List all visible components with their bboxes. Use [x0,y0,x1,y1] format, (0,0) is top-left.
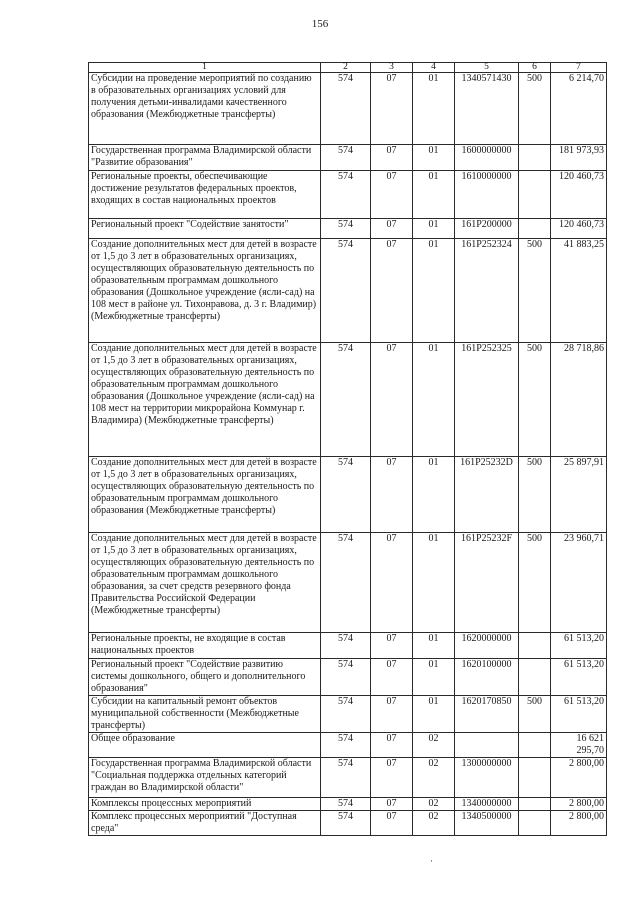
subsection-cell: 02 [413,798,455,811]
table-row [89,457,607,533]
row-name-cell: Создание дополнительных мест для детей в возрасте от 1,5 до 3 лет в образовательных организациях, осуществляющих образовательную деятельность по образовательным программам дошкольного образования (Дошкольное учреждение (ясли-сад) на 108 мест на территории микрорайона Коммунар г. Владимира) (Межбюджетные трансферты) [89,343,321,457]
expense-type-cell [519,758,551,798]
amount-cell: 181 973,93 [551,145,607,171]
subsection-cell: 01 [413,533,455,633]
section-cell: 07 [371,633,413,659]
target-article-cell: 1340571430 [455,73,519,145]
column-header: 5 [455,63,519,73]
section-cell: 07 [371,219,413,239]
row-name-cell: Субсидии на проведение мероприятий по созданию в образовательных организациях условий для получения детьми-инвалидами качественного образования (Межбюджетные трансферты) [89,73,321,145]
table-row [89,798,607,811]
ministry-code-cell: 574 [321,758,371,798]
table-row [89,659,607,696]
target-article-cell: 1620100000 [455,659,519,696]
expense-type-cell [519,633,551,659]
amount-cell: 61 513,20 [551,633,607,659]
section-cell: 07 [371,145,413,171]
row-name-cell: Региональный проект "Содействие занятости" [89,219,321,239]
section-cell: 07 [371,533,413,633]
row-name-cell: Государственная программа Владимирской области "Социальная поддержка отдельных категорий граждан во Владимирской области" [89,758,321,798]
amount-cell: 120 460,73 [551,219,607,239]
subsection-cell: 01 [413,219,455,239]
section-cell: 07 [371,171,413,219]
column-header: 2 [321,63,371,73]
target-article-cell: 1620000000 [455,633,519,659]
section-cell: 07 [371,343,413,457]
expense-type-cell [519,811,551,836]
subsection-cell: 02 [413,733,455,758]
target-article-cell [455,733,519,758]
budget-table [88,62,607,836]
row-name-cell: Региональный проект "Содействие развитию системы дошкольного, общего и дополнительного образования" [89,659,321,696]
table-row [89,733,607,758]
scan-speck: · [430,856,433,866]
subsection-cell: 02 [413,758,455,798]
subsection-cell: 01 [413,659,455,696]
target-article-cell: 1610000000 [455,171,519,219]
column-header: 7 [551,63,607,73]
subsection-cell: 02 [413,811,455,836]
amount-cell: 41 883,25 [551,239,607,343]
expense-type-cell [519,798,551,811]
ministry-code-cell: 574 [321,73,371,145]
amount-cell: 23 960,71 [551,533,607,633]
subsection-cell: 01 [413,633,455,659]
row-name-cell: Создание дополнительных мест для детей в возрасте от 1,5 до 3 лет в образовательных организациях, осуществляющих образовательную деятельность по образовательным программам дошкольного образования (Дошкольное учреждение (ясли-сад) на 108 мест в районе ул. Тихонравова, д. 3 г. Владимир) (Межбюджетные трансферты) [89,239,321,343]
target-article-cell: 161P252324 [455,239,519,343]
amount-cell: 25 897,91 [551,457,607,533]
expense-type-cell: 500 [519,533,551,633]
expense-type-cell [519,659,551,696]
table-row [89,811,607,836]
subsection-cell: 01 [413,457,455,533]
amount-cell: 61 513,20 [551,696,607,733]
column-header: 1 [89,63,321,73]
expense-type-cell [519,145,551,171]
column-header: 6 [519,63,551,73]
row-name-cell: Комплексы процессных мероприятий [89,798,321,811]
ministry-code-cell: 574 [321,219,371,239]
expense-type-cell: 500 [519,239,551,343]
table-row [89,758,607,798]
row-name-cell: Государственная программа Владимирской области "Развитие образования" [89,145,321,171]
table-row [89,219,607,239]
section-cell: 07 [371,457,413,533]
row-name-cell: Общее образование [89,733,321,758]
ministry-code-cell: 574 [321,171,371,219]
ministry-code-cell: 574 [321,811,371,836]
table-header-row [89,63,607,73]
ministry-code-cell: 574 [321,239,371,343]
expense-type-cell [519,733,551,758]
target-article-cell: 1620170850 [455,696,519,733]
ministry-code-cell: 574 [321,457,371,533]
amount-cell: 2 800,00 [551,758,607,798]
subsection-cell: 01 [413,145,455,171]
expense-type-cell [519,219,551,239]
table-row [89,145,607,171]
target-article-cell: 161P25232D [455,457,519,533]
row-name-cell: Создание дополнительных мест для детей в возрасте от 1,5 до 3 лет в образовательных организациях, осуществляющих образовательную деятельность по образовательным программам дошкольного образования, за счет средств резервного фонда Правительства Российской Федерации (Межбюджетные трансферты) [89,533,321,633]
section-cell: 07 [371,239,413,343]
row-name-cell: Комплекс процессных мероприятий "Доступная среда" [89,811,321,836]
target-article-cell: 1300000000 [455,758,519,798]
table-row [89,239,607,343]
page-number: 156 [311,18,329,30]
target-article-cell: 1340500000 [455,811,519,836]
section-cell: 07 [371,811,413,836]
ministry-code-cell: 574 [321,343,371,457]
expense-type-cell: 500 [519,343,551,457]
amount-cell: 16 621 295,70 [551,733,607,758]
expense-type-cell: 500 [519,696,551,733]
row-name-cell: Региональные проекты, обеспечивающие достижение результатов федеральных проектов, входящих в состав национальных проектов [89,171,321,219]
ministry-code-cell: 574 [321,145,371,171]
amount-cell: 61 513,20 [551,659,607,696]
table-row [89,633,607,659]
target-article-cell: 161P25232F [455,533,519,633]
column-header: 3 [371,63,413,73]
expense-type-cell: 500 [519,73,551,145]
section-cell: 07 [371,798,413,811]
subsection-cell: 01 [413,696,455,733]
section-cell: 07 [371,73,413,145]
expense-type-cell: 500 [519,457,551,533]
ministry-code-cell: 574 [321,659,371,696]
section-cell: 07 [371,696,413,733]
section-cell: 07 [371,758,413,798]
row-name-cell: Региональные проекты, не входящие в состав национальных проектов [89,633,321,659]
subsection-cell: 01 [413,73,455,145]
section-cell: 07 [371,733,413,758]
amount-cell: 28 718,86 [551,343,607,457]
table-row [89,171,607,219]
section-cell: 07 [371,659,413,696]
table-row [89,696,607,733]
amount-cell: 120 460,73 [551,171,607,219]
column-header: 4 [413,63,455,73]
subsection-cell: 01 [413,239,455,343]
ministry-code-cell: 574 [321,533,371,633]
target-article-cell: 1600000000 [455,145,519,171]
table-row [89,343,607,457]
ministry-code-cell: 574 [321,733,371,758]
target-article-cell: 161P200000 [455,219,519,239]
row-name-cell: Субсидии на капитальный ремонт объектов муниципальной собственности (Межбюджетные трансферты) [89,696,321,733]
row-name-cell: Создание дополнительных мест для детей в возрасте от 1,5 до 3 лет в образовательных организациях, осуществляющих образовательную деятельность по образовательным программам дошкольного образования (Межбюджетные трансферты) [89,457,321,533]
ministry-code-cell: 574 [321,633,371,659]
ministry-code-cell: 574 [321,696,371,733]
amount-cell: 2 800,00 [551,798,607,811]
table-row [89,73,607,145]
target-article-cell: 1340000000 [455,798,519,811]
expense-type-cell [519,171,551,219]
amount-cell: 2 800,00 [551,811,607,836]
amount-cell: 6 214,70 [551,73,607,145]
target-article-cell: 161P252325 [455,343,519,457]
table-row [89,533,607,633]
subsection-cell: 01 [413,343,455,457]
subsection-cell: 01 [413,171,455,219]
ministry-code-cell: 574 [321,798,371,811]
